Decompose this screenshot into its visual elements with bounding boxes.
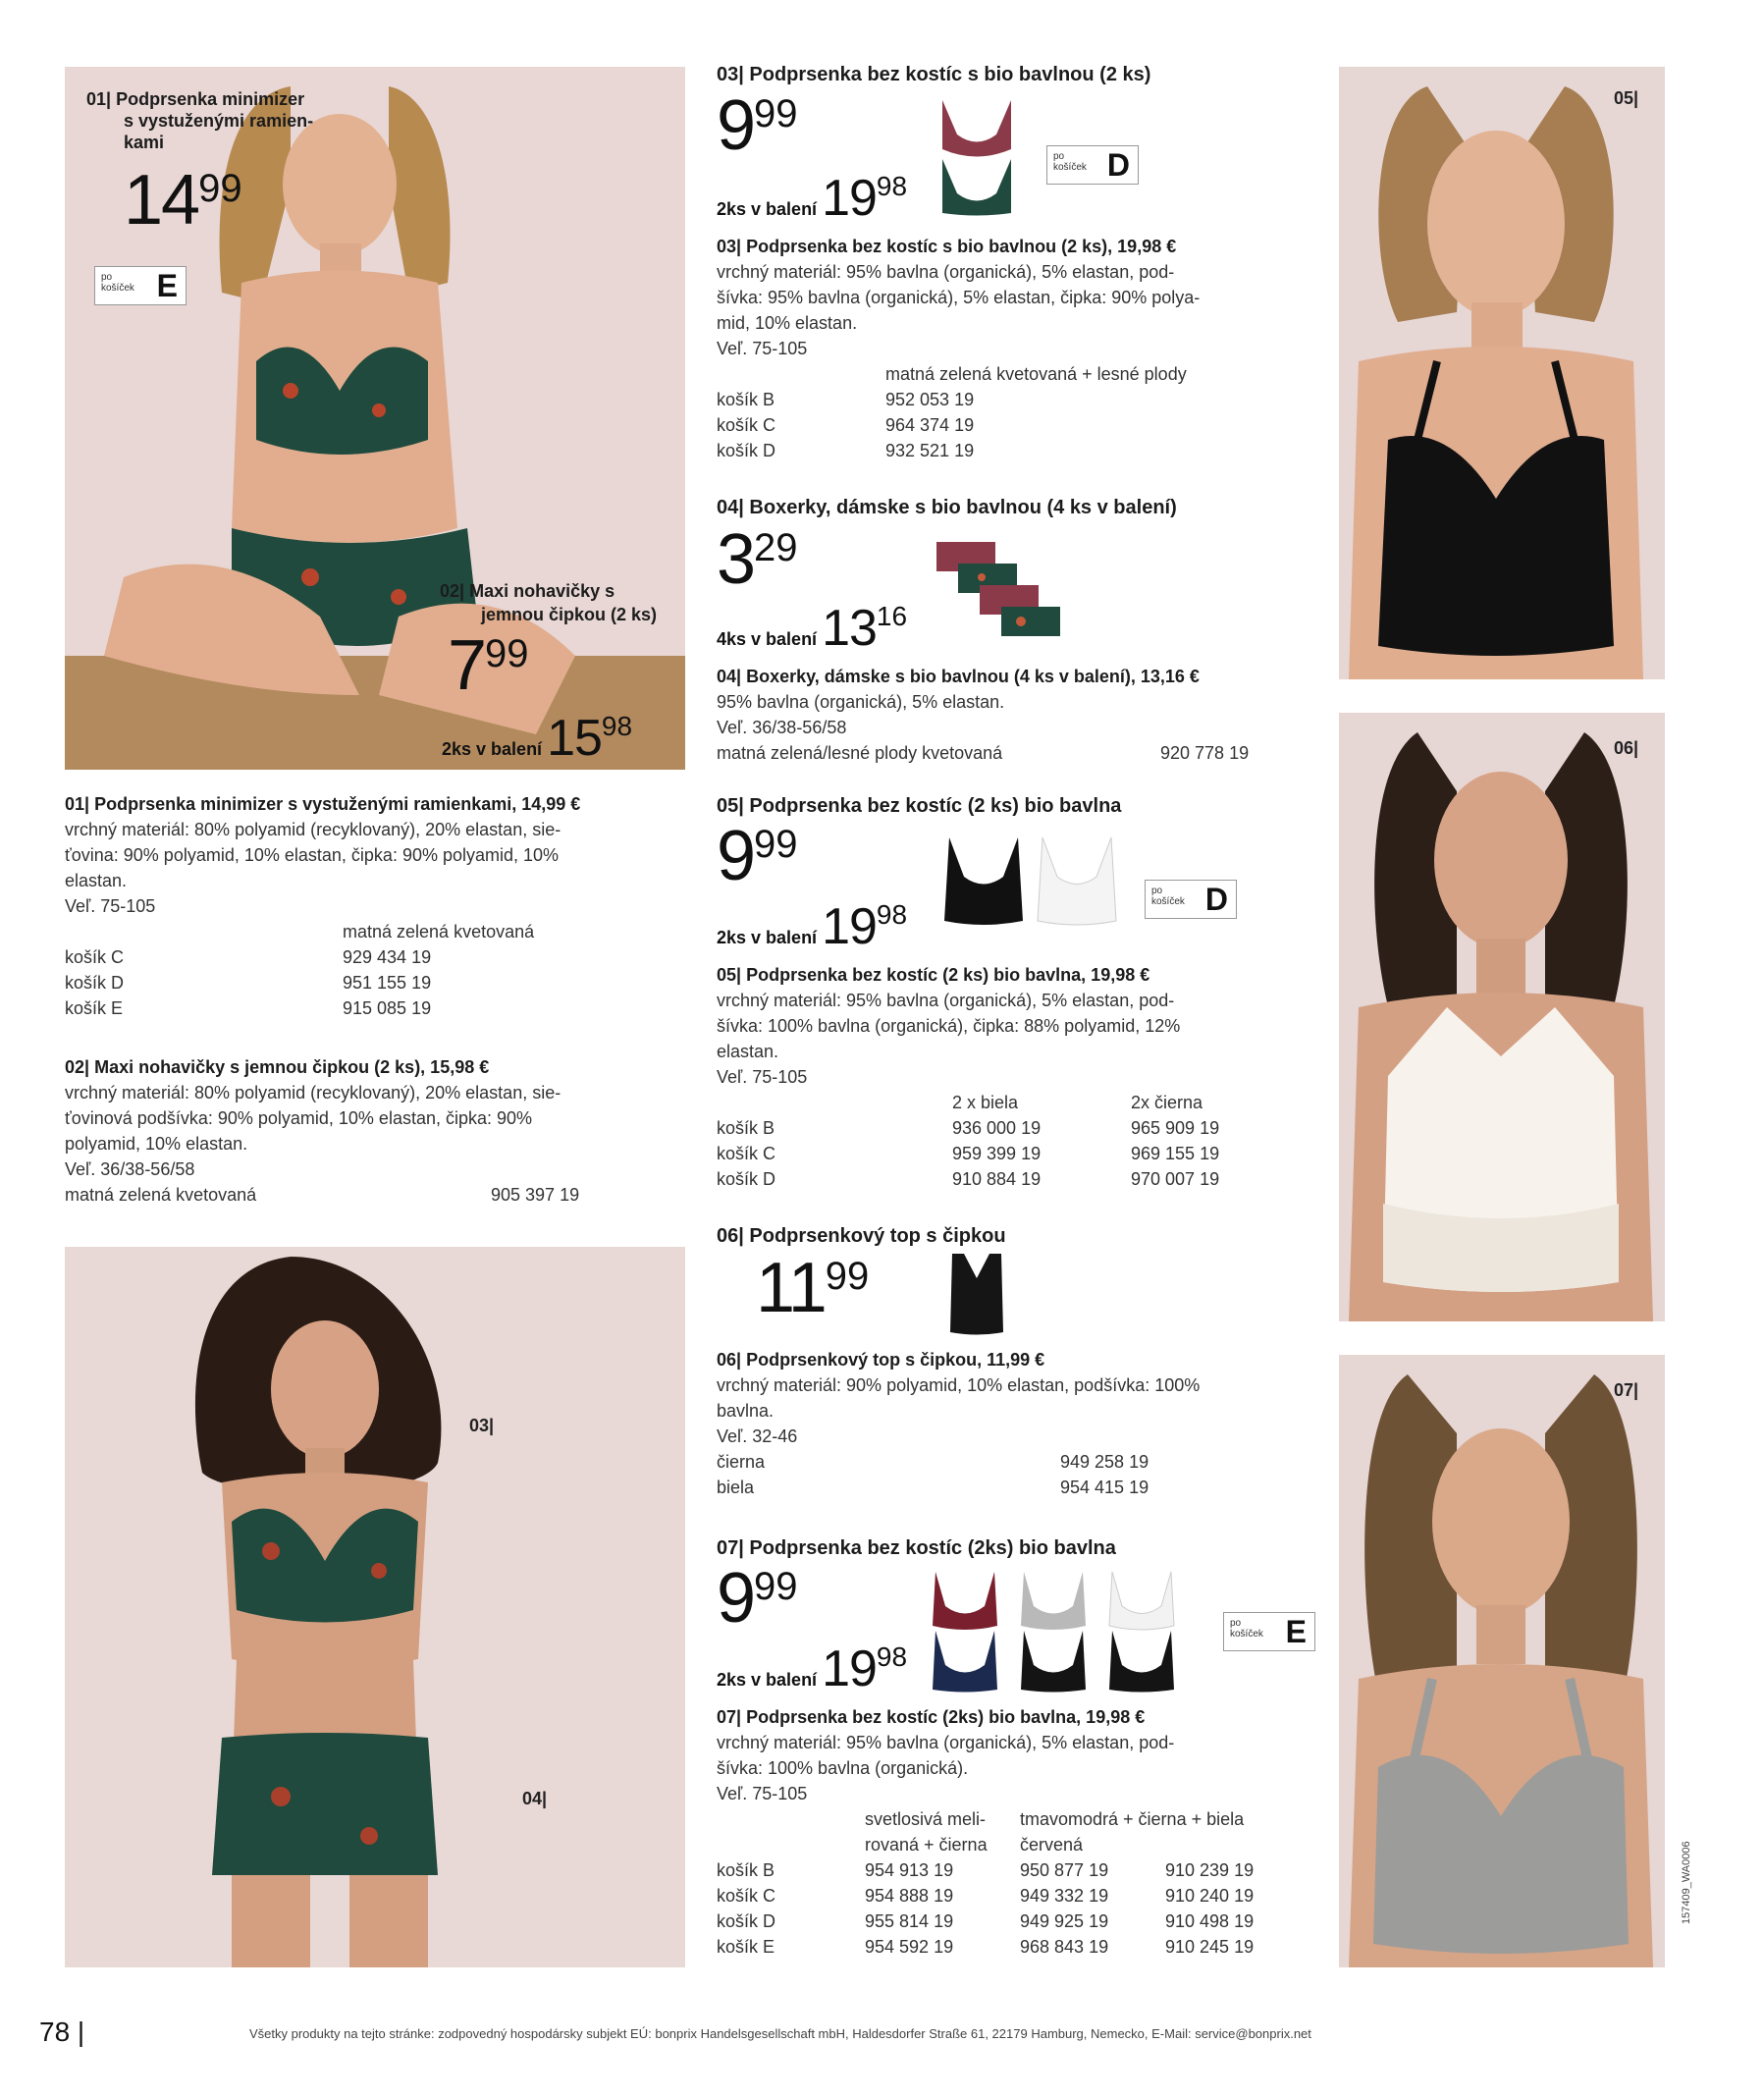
- cup-badge-03: po košíček D: [1046, 145, 1139, 185]
- photo-model-03-04: [65, 1247, 685, 1967]
- table-row: biela 954 415 19: [717, 1478, 1149, 1497]
- order-table-06: [717, 1449, 1149, 1500]
- description-02: 02| Maxi nohavičky s jemnou čipkou (2 ks), 15,98 € vrchný materiál: 80% polyamid (recyklovaný), 20% elastan, sie- ťovinová podšívka: 90% polyamid, 10% elastan, čipka: 90% polyamid, 10% elastan. Veľ. 36/38-56/58 matná zelená kvetovaná 905 397 19: [65, 1054, 693, 1208]
- photo-model-05: [1339, 67, 1665, 679]
- price-05: 999: [717, 817, 798, 895]
- table-row: košík D 910 884 19 970 007 19: [717, 1169, 1220, 1189]
- photo-label-03: 03|: [469, 1416, 495, 1435]
- product-thumb-04: [933, 538, 1080, 646]
- photo-illustration: [1339, 713, 1665, 1321]
- order-table-03: matná zelená kvetovaná + lesné plody košík B 952 053 19 košík C 964 374 19 košík D 932 521 19: [717, 361, 1187, 463]
- legal-footer: Všetky produkty na tejto stránke: zodpovedný hospodársky subjekt EÚ: bonprix Handelsgesellschaft mbH, Haldesdorfer Straße 61, 22179 Hamburg, Nemecko, E-Mail: service@bonprix.net: [249, 2026, 1311, 2041]
- table-row: košík C 959 399 19 969 155 19: [717, 1144, 1220, 1163]
- table-row: matná zelená/lesné plody kvetovaná 920 778 19: [717, 743, 1250, 763]
- description-01: 01| Podprsenka minimizer s vystuženými ramienkami, 14,99 € vrchný materiál: 80% polyamid (recyklovaný), 20% elastan, sie- ťovina: 90% polyamid, 10% elastan, čipka: 90% polyamid, 10% elastan. Veľ. 75-105 matná zelená kvetovaná košík C 929 434 19 košík D 951 155 19 košík E 915 085 19: [65, 791, 693, 1021]
- photo-label-07: 07|: [1614, 1380, 1639, 1400]
- table-row: košík D 955 814 19 949 925 19 910 498 19: [717, 1911, 1255, 1931]
- pack-price-05: 2ks v balení 1998: [717, 898, 908, 955]
- photo-model-06: [1339, 713, 1665, 1321]
- table-row: čierna 949 258 19: [717, 1452, 1149, 1472]
- pack-price-02: 2ks v balení 1598: [442, 710, 633, 767]
- price-03: 999: [717, 86, 798, 165]
- photo-label-06: 06|: [1614, 738, 1639, 758]
- description-06: 06| Podprsenkový top s čipkou, 11,99 € vrchný materiál: 90% polyamid, 10% elastan, podšívka: 100% bavlna. Veľ. 32-46 čierna 949 258 19 biela 954 415 19: [717, 1347, 1306, 1500]
- table-row: košík D 951 155 19: [65, 973, 432, 993]
- price-02: 799: [448, 626, 529, 705]
- order-table-02: [65, 1182, 579, 1208]
- product-thumb-06: [942, 1249, 1011, 1337]
- product-thumb-07: [931, 1567, 1205, 1694]
- price-06: 1199: [756, 1249, 870, 1327]
- cup-badge-05: po košíček D: [1145, 880, 1237, 919]
- product-header-04: 04| Boxerky, dámske s bio bavlnou (4 ks v balení): [717, 497, 1177, 518]
- product-thumb-05: [944, 833, 1131, 931]
- product-thumb-03: [933, 90, 1021, 218]
- table-row: košík C 929 434 19: [65, 947, 432, 967]
- pack-price-03: 2ks v balení 1998: [717, 170, 908, 227]
- table-row: matná zelená kvetovaná 905 397 19: [65, 1185, 580, 1205]
- description-04: 04| Boxerky, dámske s bio bavlnou (4 ks v balení), 13,16 € 95% bavlna (organická), 5% elastan. Veľ. 36/38-56/58 matná zelená/lesné plody kvetovaná 920 778 19: [717, 664, 1306, 766]
- table-row: košík E 915 085 19: [65, 998, 432, 1018]
- pack-price-04: 4ks v balení 1316: [717, 600, 908, 657]
- table-row: košík D 932 521 19: [717, 441, 975, 460]
- price-01: 1499: [124, 161, 242, 240]
- photo-title-02: 02| Maxi nohavičky s jemnou čipkou (2 ks): [440, 581, 658, 624]
- order-table-05: 2 x biela 2x čierna košík B 936 000 19 965 909 19 košík C 959 399 19 969 155 19 košík D 910 884 19 970 007 19: [717, 1090, 1219, 1192]
- photo-title-01: 01| Podprsenka minimizer s vystuženými ramien- kami: [86, 89, 314, 152]
- price-04: 329: [717, 520, 798, 599]
- order-table-01: matná zelená kvetovaná košík C 929 434 19 košík D 951 155 19 košík E 915 085 19: [65, 919, 534, 1021]
- product-header-06: 06| Podprsenkový top s čipkou: [717, 1225, 1006, 1247]
- description-07: 07| Podprsenka bez kostíc (2ks) bio bavlna, 19,98 € vrchný materiál: 95% bavlna (organická), 5% elastan, pod- šívka: 100% bavlna (organická). Veľ. 75-105 svetlosivá meli- tmavomodrá + čierna + biela rovaná + čierna červená košík B 954 913 19 950 877 19 910 239 19 košík C 954 888 19 949 332 19 910 240 19 košík D 955 814 19 949 925 19 910 498 19 košík E 954 592 19 968 843 19 910 245 19: [717, 1704, 1306, 1960]
- cup-badge-07: po košíček E: [1223, 1612, 1315, 1651]
- page-number: 78 |: [39, 2016, 85, 2047]
- table-row: košík B 954 913 19 950 877 19 910 239 19: [717, 1860, 1255, 1880]
- photo-illustration: [65, 1247, 685, 1967]
- pack-price-07: 2ks v balení 1998: [717, 1640, 908, 1697]
- cup-badge-01: po košíček E: [94, 266, 187, 305]
- order-table-07: svetlosivá meli- tmavomodrá + čierna + biela rovaná + čierna červená košík B 954 913 19 950 877 19 910 239 19 košík C 954 888 19 949 332 19 910 240 19 košík D 955 814 19 949 925 19 910 498 19 košík E 954 592 19 968 843 19 910 245 19: [717, 1806, 1254, 1960]
- table-row: košík B 936 000 19 965 909 19: [717, 1118, 1220, 1138]
- photo-label-04: 04|: [522, 1789, 548, 1808]
- table-row: košík E 954 592 19 968 843 19 910 245 19: [717, 1937, 1255, 1957]
- side-code: 157409_WA0006: [1681, 1841, 1692, 1924]
- price-07: 999: [717, 1559, 798, 1638]
- photo-model-07: [1339, 1355, 1665, 1967]
- photo-illustration: [1339, 67, 1665, 679]
- description-05: 05| Podprsenka bez kostíc (2 ks) bio bavlna, 19,98 € vrchný materiál: 95% bavlna (organická), 5% elastan, pod- šívka: 100% bavlna (organická), čipka: 88% polyamid, 12% elastan. Veľ. 75-105 2 x biela 2x čierna košík B 936 000 19 965 909 19 košík C 959 399 19 969 155 19 košík D 910 884 19 970 007 19: [717, 962, 1306, 1192]
- order-table-04: [717, 740, 1249, 766]
- photo-label-05: 05|: [1614, 88, 1639, 108]
- table-row: košík B 952 053 19: [717, 390, 975, 409]
- table-row: košík C 964 374 19: [717, 415, 975, 435]
- product-header-07: 07| Podprsenka bez kostíc (2ks) bio bavlna: [717, 1537, 1116, 1559]
- description-03: 03| Podprsenka bez kostíc s bio bavlnou (2 ks), 19,98 € vrchný materiál: 95% bavlna (organická), 5% elastan, pod- šívka: 95% bavlna (organická), 5% elastan, čipka: 90% polya- mid, 10% elastan. Veľ. 75-105 matná zelená kvetovaná + lesné plody košík B 952 053 19 košík C 964 374 19 košík D 932 521 19: [717, 234, 1306, 463]
- table-row: košík C 954 888 19 949 332 19 910 240 19: [717, 1886, 1255, 1906]
- product-header-05: 05| Podprsenka bez kostíc (2 ks) bio bavlna: [717, 795, 1122, 817]
- product-header-03: 03| Podprsenka bez kostíc s bio bavlnou (2 ks): [717, 64, 1151, 85]
- photo-illustration: [1339, 1355, 1665, 1967]
